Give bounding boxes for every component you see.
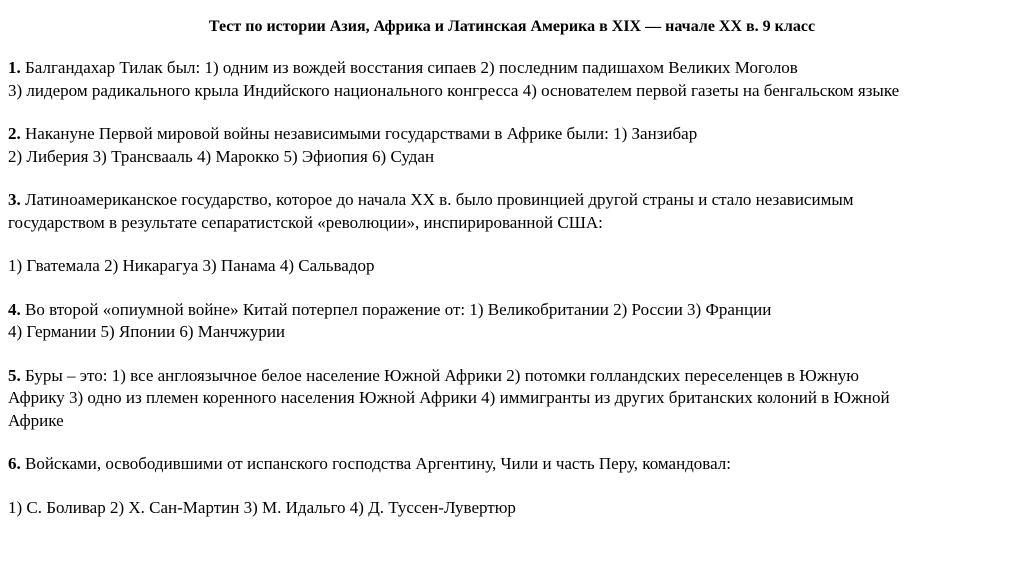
- question-3-answers: 1) Гватемала 2) Никарагуа 3) Панама 4) Сальвадор: [8, 256, 375, 275]
- question-5: [8, 365, 1016, 433]
- question-6: [8, 453, 1016, 476]
- question-number: 6.: [8, 454, 21, 473]
- question-6-answers: 1) С. Боливар 2) Х. Сан-Мартин 3) М. Идальго 4) Д. Туссен-Лувертюр: [8, 497, 516, 517]
- question-2: [8, 123, 1016, 168]
- question-text-line: государством в результате сепаратистской «революции», инспирированной США:: [8, 212, 603, 232]
- question-text-line: Африке: [8, 410, 64, 430]
- question-text-line: [8, 299, 1016, 322]
- question-text-line: Африку 3) одно из племен коренного населения Южной Африки 4) иммигранты из других британских колоний в Южной: [8, 388, 890, 407]
- question-text-line: [8, 189, 1016, 212]
- question-4: [8, 299, 1016, 344]
- question-3: [8, 189, 1016, 234]
- question-text: Войсками, освободившими от испанского господства Аргентину, Чили и часть Перу, командовал:: [25, 454, 732, 473]
- question-number: 1.: [8, 58, 21, 77]
- question-number: 4.: [8, 299, 21, 319]
- question-text-line: [8, 123, 1016, 146]
- question-text: Во второй «опиумной войне» Китай потерпел поражение от: 1) Великобритании 2) России 3) Франции: [25, 299, 772, 319]
- question-number: 5.: [8, 365, 21, 385]
- question-text: Буры – это: 1) все англоязычное белое население Южной Африки 2) потомки голландских переселенцев в Южную: [25, 365, 860, 385]
- question-text-line: [8, 57, 1016, 80]
- page-title: Тест по истории Азия, Африка и Латинская Америка в XIX — начале XX в. 9 класс: [208, 18, 816, 35]
- question-text-line: 4) Германии 5) Японии 6) Манчжурии: [8, 322, 286, 341]
- question-text-line: [8, 365, 1016, 388]
- question-number: 3.: [8, 190, 21, 209]
- question-number: 2.: [8, 124, 21, 143]
- question-text: Балгандахар Тилак был: 1) одним из вождей восстания сипаев 2) последним падишахом Великих Моголов: [25, 58, 798, 77]
- question-text: Латиноамериканское государство, которое до начала XX в. было провинцией другой страны и стало независимым: [25, 190, 854, 209]
- question-text-line: 2) Либерия 3) Трансвааль 4) Марокко 5) Эфиопия 6) Судан: [8, 146, 435, 166]
- question-text-line: [8, 453, 1016, 476]
- question-text-line: 3) лидером радикального крыла Индийского национального конгресса 4) основателем первой газеты на бенгальском языке: [8, 80, 900, 100]
- question-1: [8, 57, 1016, 102]
- question-text: Накануне Первой мировой войны независимыми государствами в Африке были: 1) Занзибар: [25, 124, 698, 143]
